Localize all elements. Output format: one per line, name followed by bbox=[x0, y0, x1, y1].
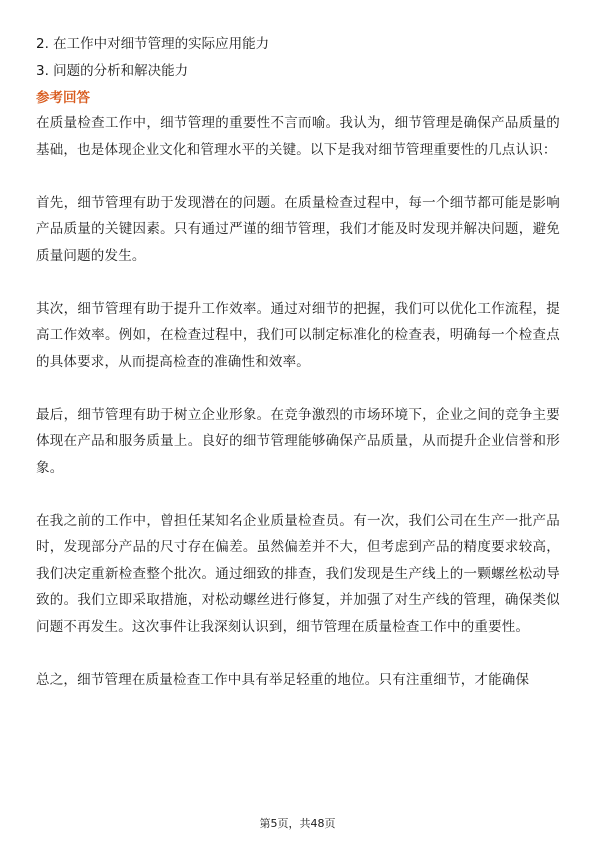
paragraph-second: 其次，细节管理有助于提升工作效率。通过对细节的把握，我们可以优化工作流程，提高工作效率。例如，在检查过程中，我们可以制定标准化的检查表，明确每一个检查点的具体要求，从而提高检查的准确性和效率。 bbox=[36, 300, 560, 370]
page-number-footer: 第5页，共48页 bbox=[259, 817, 336, 830]
paragraph-last: 最后，细节管理有助于树立企业形象。在竞争激烈的市场环境下，企业之间的竞争主要体现在产品和服务质量上。良好的细节管理能够确保产品质量，从而提升企业信誉和形象。 bbox=[36, 406, 560, 476]
section-heading-reference-answer: 参考回答 bbox=[36, 90, 90, 106]
paragraph-gap bbox=[36, 163, 560, 190]
list-item-3: 3. 问题的分析和解决能力 bbox=[36, 63, 189, 79]
paragraph-first: 首先，细节管理有助于发现潜在的问题。在质量检查过程中，每一个细节都可能是影响产品质量的关键因素。只有通过严谨的细节管理，我们才能及时发现并解决问题，避免质量问题的发生。 bbox=[36, 194, 560, 264]
list-item-2: 2. 在工作中对细节管理的实际应用能力 bbox=[36, 36, 270, 52]
paragraph-gap bbox=[36, 481, 560, 508]
paragraph-conclusion: 总之，细节管理在质量检查工作中具有举足轻重的地位。只有注重细节，才能确保 bbox=[36, 671, 530, 688]
paragraph-intro: 在质量检查工作中，细节管理的重要性不言而喻。我认为，细节管理是确保产品质量的基础，也是体现企业文化和管理水平的关键。以下是我对细节管理重要性的几点认识： bbox=[36, 115, 560, 158]
page-content bbox=[36, 34, 560, 693]
paragraph-gap bbox=[36, 269, 560, 296]
paragraph-gap bbox=[36, 375, 560, 402]
paragraph-gap bbox=[36, 640, 560, 667]
paragraph-experience: 在我之前的工作中，曾担任某知名企业质量检查员。有一次，我们公司在生产一批产品时，发现部分产品的尺寸存在偏差。虽然偏差并不大，但考虑到产品的精度要求较高，我们决定重新检查整个批次。通过细致的排查，我们发现是生产线上的一颗螺丝松动导致的。我们立即采取措施，对松动螺丝进行修复，并加强了对生产线的管理，确保类似问题不再发生。这次事件让我深刻认识到，细节管理在质量检查工作中的重要性。 bbox=[36, 512, 560, 635]
